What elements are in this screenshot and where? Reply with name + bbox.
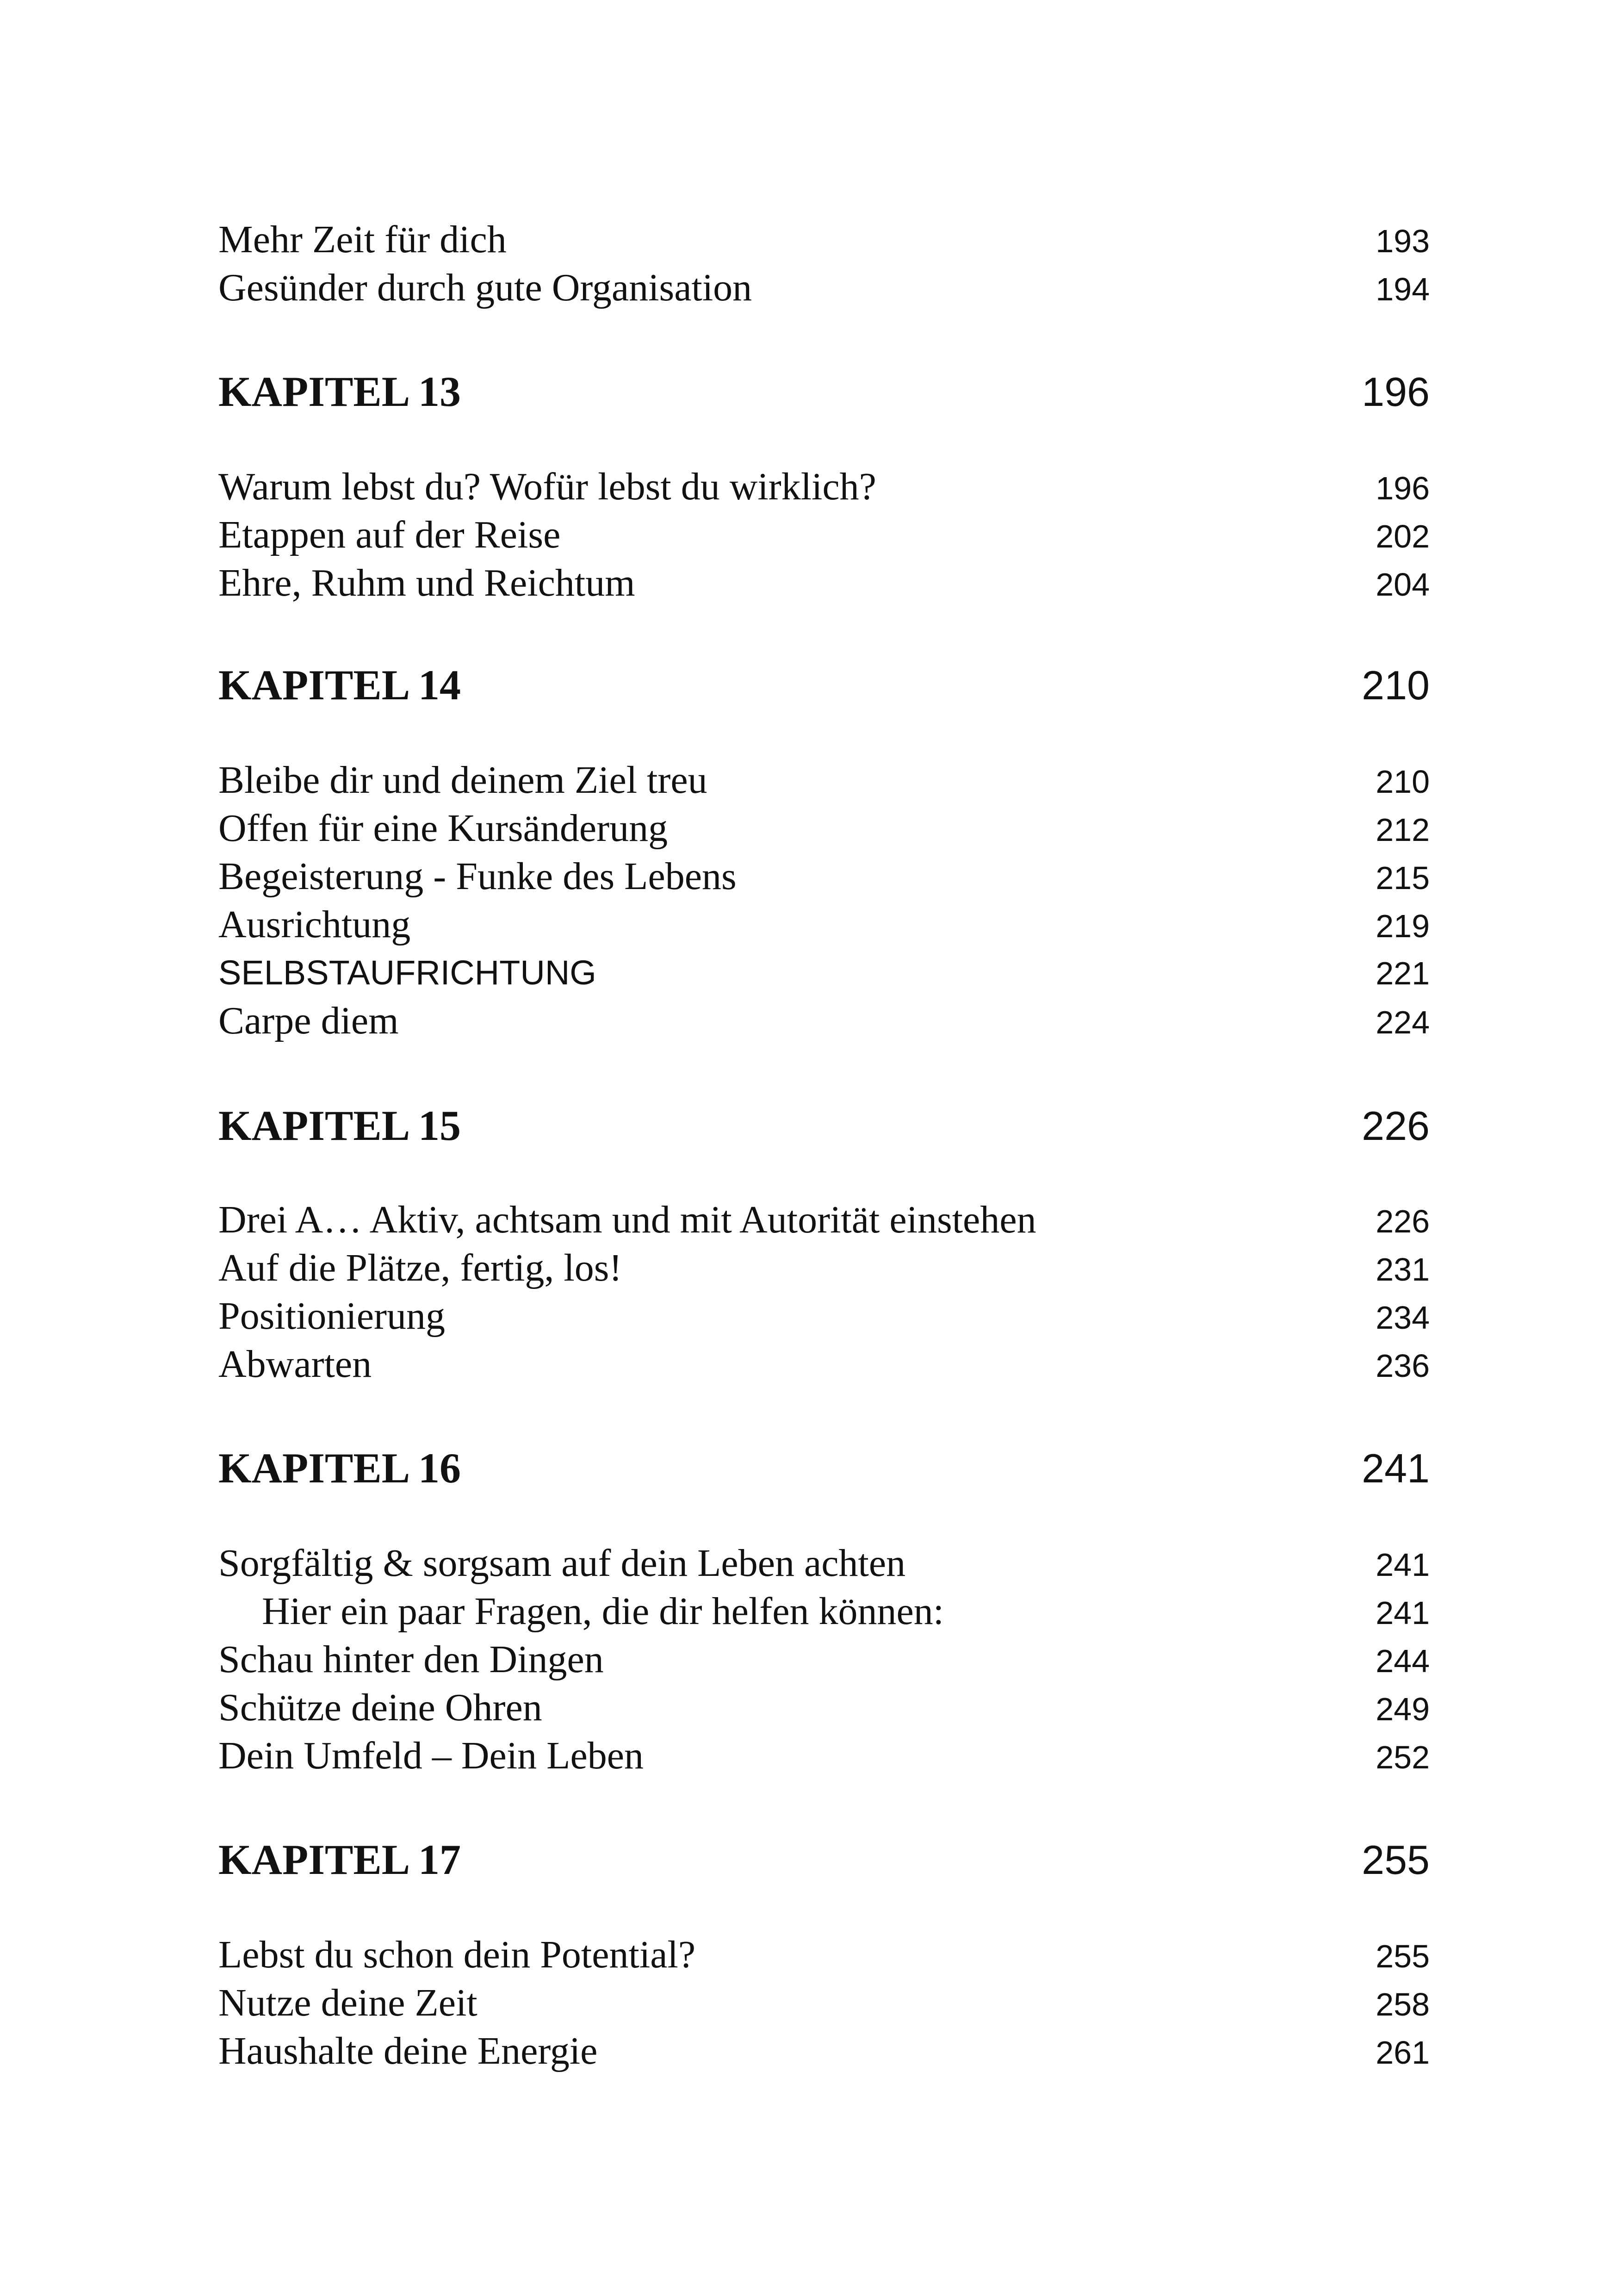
entry-title: Abwarten [218, 1343, 372, 1386]
toc-entry [218, 2027, 1430, 2077]
chapter-title: KAPITEL 13 [218, 368, 461, 415]
entry-title: Bleibe dir und deinem Ziel treu [218, 759, 707, 802]
entry-page-number: 226 [1376, 1203, 1430, 1239]
entry-page-number: 255 [1376, 1938, 1430, 1974]
entry-title: Schau hinter den Dingen [218, 1638, 604, 1681]
chapter-page-number: 210 [1362, 662, 1430, 708]
chapter-heading [218, 657, 1430, 713]
toc-entry [218, 901, 1430, 950]
entry-title: Offen für eine Kursänderung [218, 807, 668, 850]
entry-title: Nutze deine Zeit [218, 1981, 477, 2024]
entry-title: Auf die Plätze, fertig, los! [218, 1246, 622, 1289]
toc-entry [218, 997, 1430, 1046]
entry-title: Positionierung [218, 1294, 446, 1338]
toc-entry [218, 1684, 1430, 1733]
toc-entry [218, 1732, 1430, 1781]
chapter-title: KAPITEL 15 [218, 1102, 461, 1149]
entry-page-number: 231 [1376, 1251, 1430, 1288]
toc-entry [218, 1636, 1430, 1685]
entry-title: Haushalte deine Energie [218, 2029, 598, 2072]
toc-entry [218, 949, 1430, 997]
toc-entry [218, 463, 1430, 512]
entry-title: SELBSTAUFRICHTUNG [218, 953, 596, 992]
chapter-heading [218, 1098, 1430, 1154]
entry-title: Schütze deine Ohren [218, 1686, 542, 1729]
entry-page-number: 202 [1376, 518, 1430, 554]
entry-title: Mehr Zeit für dich [218, 218, 507, 261]
toc-entry [218, 511, 1430, 560]
entry-page-number: 224 [1376, 1004, 1430, 1040]
toc-entry [218, 1587, 1430, 1637]
toc-entry [218, 852, 1430, 902]
entry-title: Ehre, Ruhm und Reichtum [218, 561, 635, 604]
entry-page-number: 236 [1376, 1348, 1430, 1384]
chapter-page-number: 196 [1362, 369, 1430, 415]
entry-page-number: 194 [1376, 271, 1430, 307]
toc-entry [218, 216, 1430, 265]
chapter-page-number: 226 [1362, 1103, 1430, 1149]
toc-entry [218, 756, 1430, 806]
toc-entry [218, 1244, 1430, 1294]
entry-page-number: 241 [1376, 1547, 1430, 1583]
entry-title: Dein Umfeld – Dein Leben [218, 1734, 644, 1777]
entry-page-number: 193 [1376, 223, 1430, 259]
toc-entry [218, 1292, 1430, 1342]
entry-page-number: 210 [1376, 764, 1430, 800]
toc-entry [218, 264, 1430, 313]
toc-entry [218, 804, 1430, 854]
toc-entry [218, 559, 1430, 609]
entry-page-number: 241 [1376, 1595, 1430, 1631]
entry-page-number: 196 [1376, 470, 1430, 506]
toc-entry [218, 1196, 1430, 1245]
toc-entry [218, 1539, 1430, 1589]
entry-title: Carpe diem [218, 999, 399, 1042]
entry-page-number: 234 [1376, 1300, 1430, 1336]
chapter-heading [218, 1832, 1430, 1888]
entry-page-number: 215 [1376, 860, 1430, 896]
entry-title: Hier ein paar Fragen, die dir helfen können: [262, 1590, 944, 1633]
chapter-heading [218, 1440, 1430, 1496]
toc-entry [218, 1931, 1430, 1980]
entry-title: Ausrichtung [218, 903, 411, 946]
entry-page-number: 249 [1376, 1691, 1430, 1727]
entry-page-number: 221 [1376, 955, 1430, 991]
chapter-page-number: 255 [1362, 1837, 1430, 1883]
entry-title: Gesünder durch gute Organisation [218, 266, 752, 309]
entry-title: Lebst du schon dein Potential? [218, 1933, 696, 1976]
toc-entry [218, 1979, 1430, 2028]
entry-page-number: 204 [1376, 566, 1430, 603]
entry-page-number: 212 [1376, 812, 1430, 848]
entry-title: Drei A… Aktiv, achtsam und mit Autorität einstehen [218, 1198, 1036, 1241]
entry-page-number: 261 [1376, 2035, 1430, 2071]
chapter-title: KAPITEL 16 [218, 1444, 461, 1492]
toc-entry [218, 1340, 1430, 1390]
entry-page-number: 258 [1376, 1986, 1430, 2022]
chapter-title: KAPITEL 14 [218, 661, 461, 709]
chapter-heading [218, 364, 1430, 420]
entry-title: Etappen auf der Reise [218, 513, 561, 556]
entry-title: Begeisterung - Funke des Lebens [218, 855, 737, 898]
chapter-page-number: 241 [1362, 1445, 1430, 1491]
chapter-title: KAPITEL 17 [218, 1836, 461, 1883]
entry-page-number: 244 [1376, 1643, 1430, 1679]
entry-title: Warum lebst du? Wofür lebst du wirklich? [218, 465, 876, 508]
entry-page-number: 219 [1376, 908, 1430, 944]
entry-title: Sorgfältig & sorgsam auf dein Leben achten [218, 1542, 906, 1585]
entry-page-number: 252 [1376, 1739, 1430, 1775]
table-of-contents [218, 0, 1430, 2296]
